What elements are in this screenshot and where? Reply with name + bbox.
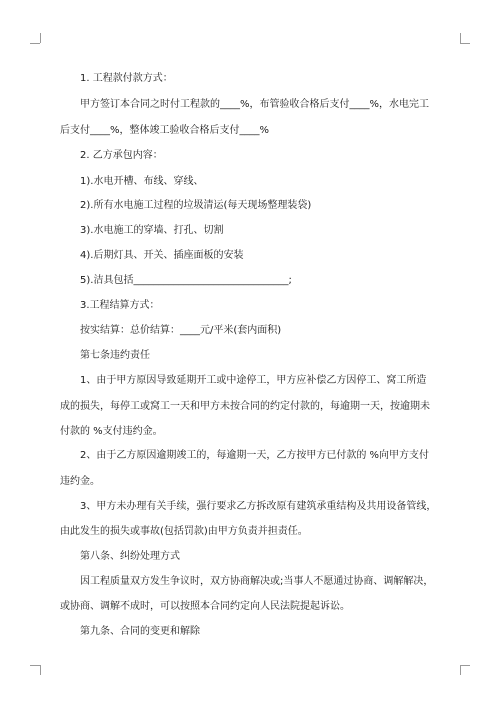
heading-scope: 2. 乙方承包内容： <box>80 150 163 161</box>
paragraph-line: 违约金。 <box>60 476 100 487</box>
paragraph-line: 1、由于甲方原因导致延期开工或中途停工，甲方应补偿乙方因停工、窝工所造 <box>80 375 427 386</box>
section-heading-8: 第八条、纠纷处理方式 <box>80 551 180 562</box>
paragraph-line: 2、由于乙方原因逾期竣工的，每逾期一天，乙方按甲方已付款的 %向甲方支付 <box>80 450 430 461</box>
heading-payment-method: 1. 工程款付款方式： <box>80 73 173 84</box>
section-heading-9: 第九条、合同的变更和解除 <box>80 626 200 637</box>
paragraph-line: 付款的 %支付违约金。 <box>60 426 163 437</box>
list-item: 1).水电开槽、布线、穿线、 <box>80 176 204 187</box>
paragraph-line: 后支付____%，整体竣工验收合格后支付____% <box>60 125 270 136</box>
paragraph-line: 由此发生的损失或事故(包括罚款)由甲方负责并担责任。 <box>60 526 308 537</box>
list-item: 2).所有水电施工过程的垃圾清运(每天现场整理装袋) <box>80 200 312 211</box>
heading-settlement: 3.工程结算方式： <box>80 300 160 311</box>
paragraph-line: 甲方签订本合同之时付工程款的____%，布管验收合格后支付____%，水电完工 <box>80 99 430 110</box>
list-item: 4).后期灯具、开关、插座面板的安装 <box>80 250 244 261</box>
paragraph-line: 3、甲方未办理有关手续，强行要求乙方拆改原有建筑承重结构及共用设备管线， <box>80 501 437 512</box>
paragraph-line: 成的损失，每停工或窝工一天和甲方未按合同的约定付款的，每逾期一天，按逾期未 <box>60 401 430 412</box>
section-heading-7: 第七条违约责任 <box>80 350 150 361</box>
list-item: 3).水电施工的穿墙、打孔、切割 <box>80 225 224 236</box>
list-item: 5).洁具包括_______________________________; <box>80 275 292 286</box>
paragraph-line: 因工程质量双方发生争议时，双方协商解决或;当事人不愿通过协商、调解解决， <box>80 576 434 587</box>
paragraph-line: 或协商、调解不成时，可以按照本合同约定向人民法院提起诉讼。 <box>60 601 350 612</box>
paragraph-line: 按实结算：总价结算：____元/平米(套内面积) <box>80 325 282 336</box>
